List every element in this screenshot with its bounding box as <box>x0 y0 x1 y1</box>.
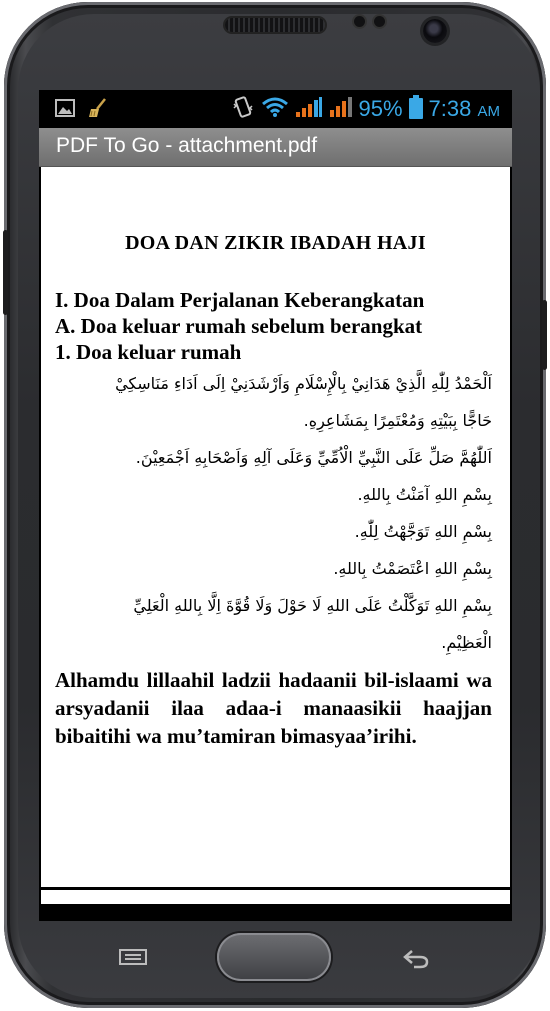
menu-key[interactable] <box>118 947 148 967</box>
app-title: PDF To Go - attachment.pdf <box>56 134 318 157</box>
proximity-sensor <box>354 16 365 27</box>
back-icon <box>400 946 432 970</box>
page-bottom-edge <box>41 887 510 904</box>
front-camera <box>423 19 447 43</box>
arabic-line: بِسْمِ اللهِ تَوَجَّهْتُ لِلّٰهِ. <box>354 522 492 541</box>
arabic-line: بِسْمِ اللهِ تَوَكَّلْتُ عَلَى اللهِ لَا حَوْلَ وَلَا قُوَّةَ اِلَّا بِاللهِ الْعَلِيِّ <box>133 596 492 615</box>
power-button <box>542 300 547 370</box>
vibrate-icon <box>231 95 255 123</box>
status-bar <box>39 90 512 128</box>
arabic-line: الْعَظِيْمِ. <box>441 633 492 652</box>
volume-button <box>3 230 8 315</box>
home-button[interactable] <box>217 933 331 981</box>
document-body <box>55 287 492 750</box>
signal-icon <box>329 96 353 122</box>
signal-icon <box>295 96 323 122</box>
arabic-line: بِسْمِ اللهِ اعْتَصَمْتُ بِاللهِ. <box>333 559 492 578</box>
back-key[interactable] <box>400 946 432 970</box>
arabic-line: بِسْمِ اللهِ آمَنْتُ بِاللهِ. <box>357 485 492 504</box>
light-sensor <box>374 16 385 27</box>
app-title-bar <box>39 128 512 167</box>
menu-icon <box>118 947 148 967</box>
subsection-heading: A. Doa keluar rumah sebelum berangkat <box>55 314 423 338</box>
transliteration-paragraph: Alhamdu lillaahil ladzii hadaanii bil-islaami wa arsyadanii ilaa adaa-i manaasikii haajjan bibaitihi wa mu’tamiran bimasyaa’irihi. <box>55 668 492 748</box>
arabic-line: حَاجًّا بِبَيْتِهِ وَمُعْتَمِرًا بِمَشَاعِرِهِ. <box>303 411 492 430</box>
image-icon <box>55 99 75 121</box>
section-heading: I. Doa Dalam Perjalanan Keberangkatan <box>55 288 425 312</box>
clock-time: 7:38 <box>428 96 472 121</box>
broom-icon <box>87 97 109 123</box>
battery-icon <box>409 95 423 123</box>
arabic-line: اَللّٰهُمَّ صَلِّ عَلَى النَّبِيِّ الْاُمِّيِّ وَعَلَى آلِهِ وَاَصْحَابِهِ اَجْمَعِيْنَ. <box>135 448 492 467</box>
clock <box>429 96 500 122</box>
item-heading: 1. Doa keluar rumah <box>55 340 242 364</box>
wifi-icon <box>261 96 289 122</box>
screen <box>39 90 512 921</box>
earpiece-speaker <box>225 18 325 32</box>
pdf-page[interactable] <box>41 167 510 904</box>
arabic-line: اَلْحَمْدُ لِلّٰهِ الَّذِيْ هَدَانِيْ بِالْإِسْلَامِ وَاَرْشَدَنِيْ اِلَى اَدَاءِ مَنَاسِكِيْ <box>115 374 492 393</box>
battery-percent: 95% <box>358 96 403 121</box>
document-title: DOA DAN ZIKIR IBADAH HAJI <box>125 232 426 254</box>
clock-ampm: AM <box>477 103 500 120</box>
